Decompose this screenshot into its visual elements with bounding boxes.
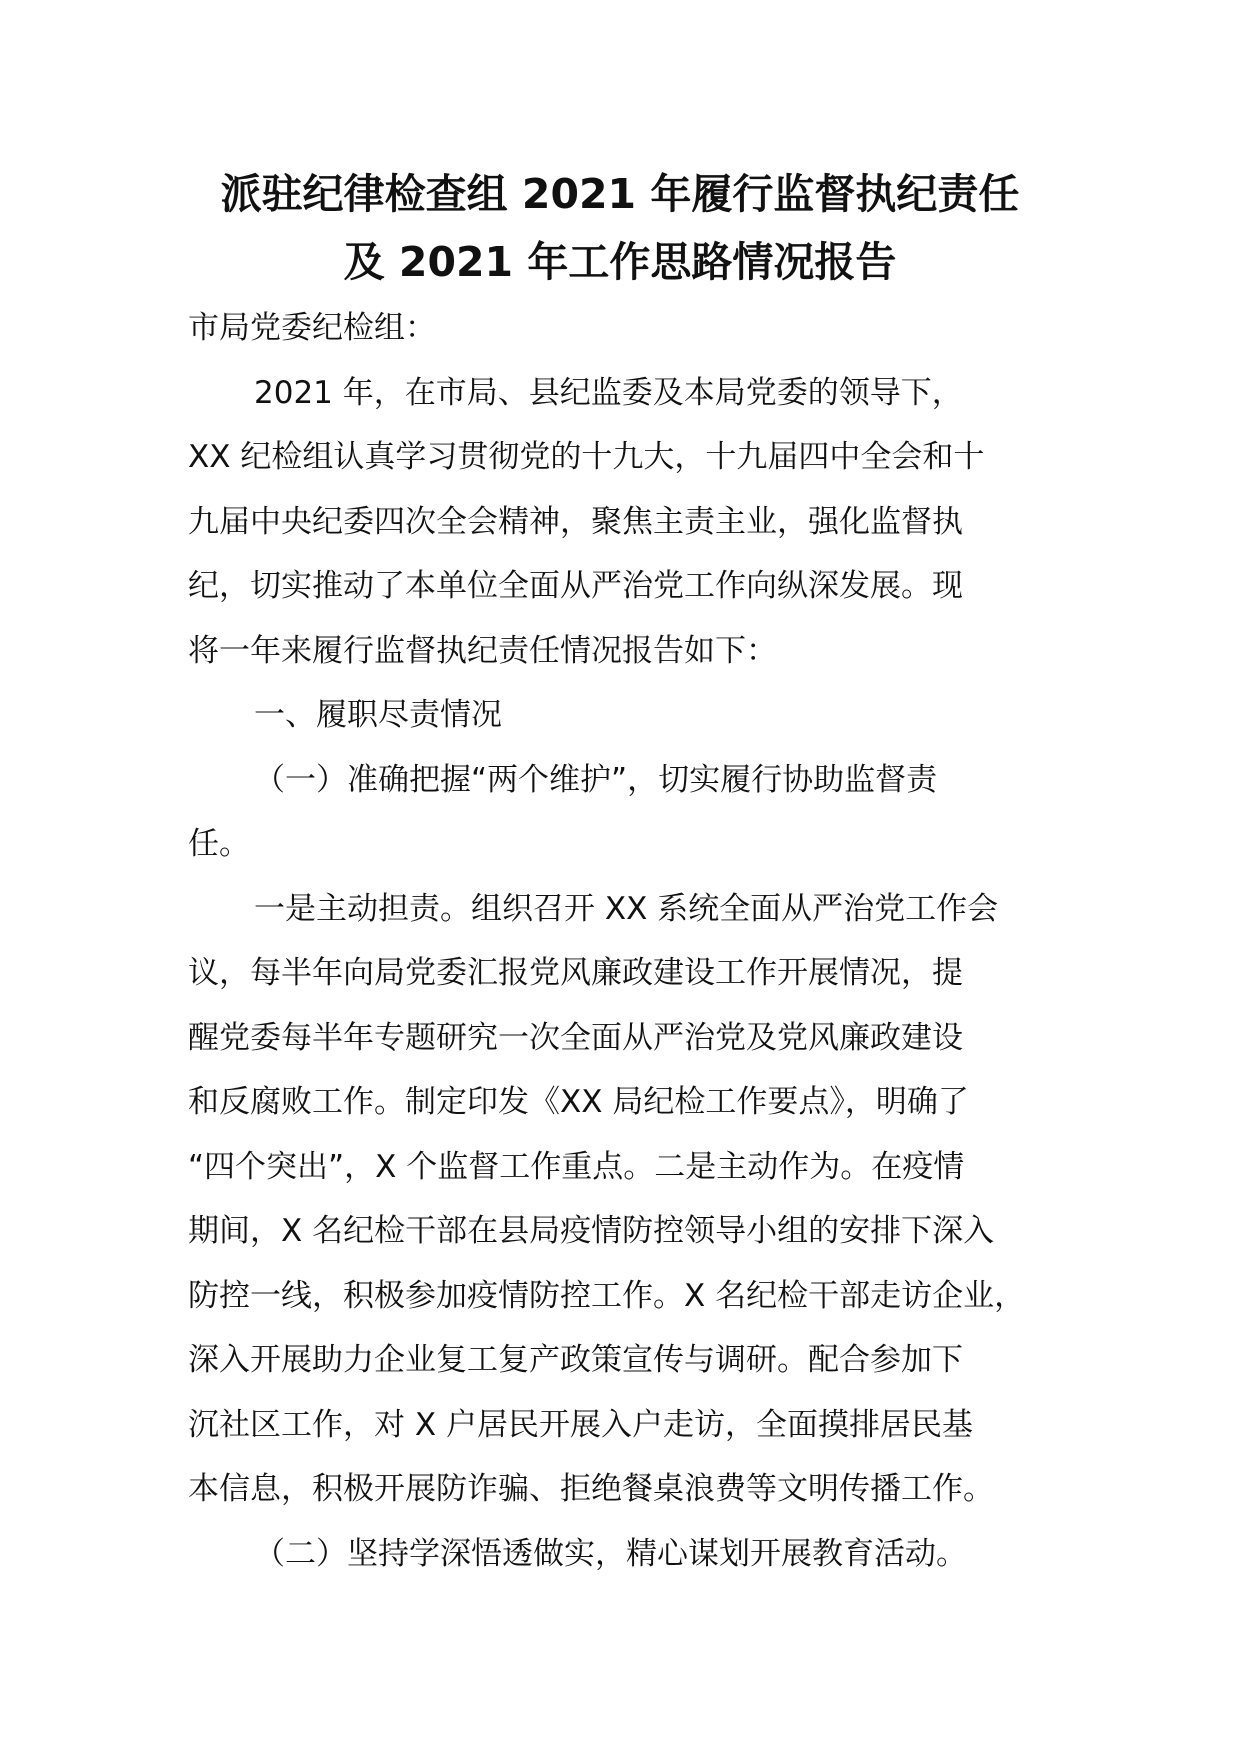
paragraph-line: 2021 年，在市局、县纪监委及本局党委的领导下， <box>254 374 963 411</box>
title-line-2: 及 2021 年工作思路情况报告 <box>343 238 897 286</box>
paragraph-duties <box>188 877 1068 1522</box>
subsection-heading-line: （一）准确把握“两个维护”，切实履行协助监督责 <box>254 761 938 798</box>
section-heading-line: 一、履职尽责情况 <box>254 697 502 733</box>
subsection-heading-1 <box>188 748 1068 877</box>
paragraph-line: 本信息，积极开展防诈骗、拒绝餐桌浪费等文明传播工作。 <box>188 1471 994 1507</box>
subsection-heading-2 <box>188 1522 1068 1587</box>
paragraph-line: 防控一线，积极参加疫情防控工作。X 名纪检干部走访企业， <box>188 1277 1026 1314</box>
paragraph-line: 深入开展助力企业复工复产政策宣传与调研。配合参加下 <box>188 1342 963 1378</box>
subsection-heading-line: （二）坚持学深悟透做实，精心谋划开展教育活动。 <box>254 1535 967 1572</box>
paragraph-line: 将一年来履行监督执纪责任情况报告如下： <box>188 632 777 669</box>
paragraph-line: 期间，X 名纪检干部在县局疫情防控领导小组的安排下深入 <box>188 1213 995 1249</box>
section-heading-1 <box>188 683 1068 748</box>
paragraph-line: 纪，切实推动了本单位全面从严治党工作向纵深发展。现 <box>188 568 963 604</box>
document-body <box>188 296 1068 1586</box>
subsection-heading-line: 任。 <box>188 826 250 862</box>
paragraph-line: 沉社区工作，对 X 户居民开展入户走访，全面摸排居民基 <box>188 1406 973 1443</box>
paragraph-line: 议，每半年向局党委汇报党风廉政建设工作开展情况，提 <box>188 955 963 991</box>
paragraph-line: 一是主动担责。组织召开 XX 系统全面从严治党工作会 <box>254 890 999 927</box>
paragraph-line: 九届中央纪委四次全会精神，聚焦主责主业，强化监督执 <box>188 503 963 540</box>
paragraph-line: 醒党委每半年专题研究一次全面从严治党及党风廉政建设 <box>188 1019 963 1056</box>
paragraph-line: “四个突出”，X 个监督工作重点。二是主动作为。在疫情 <box>188 1148 965 1185</box>
paragraph-intro <box>188 361 1068 684</box>
title-line-1: 派驻纪律检查组 2021 年履行监督执纪责任 <box>220 170 1020 218</box>
addressee-line: 市局党委纪检组： <box>188 310 436 346</box>
addressee <box>188 296 1068 361</box>
document-title <box>150 160 1090 296</box>
paragraph-line: 和反腐败工作。制定印发《XX 局纪检工作要点》，明确了 <box>188 1084 969 1120</box>
paragraph-line: XX 纪检组认真学习贯彻党的十九大，十九届四中全会和十 <box>188 439 985 475</box>
